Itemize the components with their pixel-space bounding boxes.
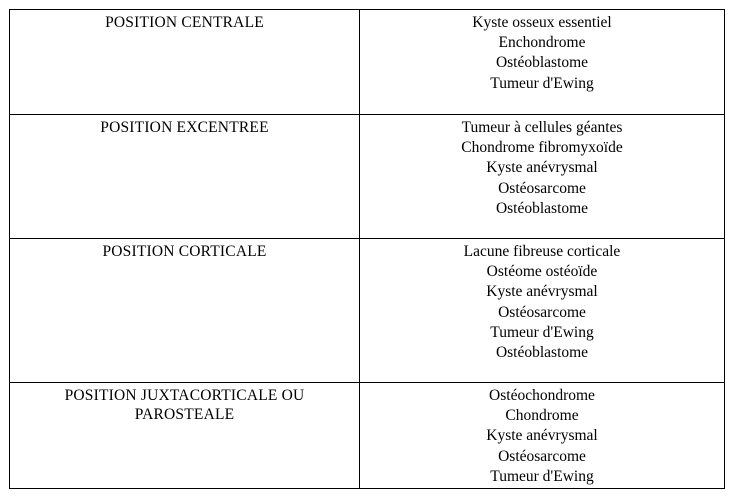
tumor-list-cell xyxy=(360,115,724,238)
tumor-item: Tumeur d'Ewing xyxy=(490,323,594,341)
tumor-item: Tumeur à cellules géantes xyxy=(461,119,623,136)
tumor-item: Tumeur d'Ewing xyxy=(490,467,594,485)
tumor-item: Tumeur d'Ewing xyxy=(490,74,594,92)
tumor-item: Ostéochondrome xyxy=(489,387,595,404)
position-label: PAROSTEALE xyxy=(134,406,235,423)
tumor-item: Ostéosarcome xyxy=(498,447,586,465)
tumor-item: Ostéoblastome xyxy=(495,54,589,72)
tumor-item: Kyste anévrysmal xyxy=(486,283,598,301)
tumor-item: Ostéosarcome xyxy=(498,179,586,197)
tumor-item: Ostéome ostéoïde xyxy=(486,263,598,281)
position-cell xyxy=(10,383,360,488)
tumor-item: Ostéosarcome xyxy=(498,303,586,321)
tumor-item: Chondrome xyxy=(505,407,579,425)
tumor-item: Kyste anévrysmal xyxy=(486,427,598,445)
table-row xyxy=(10,115,724,239)
tumor-item: Kyste osseux essentiel xyxy=(472,14,612,31)
table-row xyxy=(10,10,724,115)
tumor-position-table xyxy=(9,9,725,489)
position-label: POSITION CENTRALE xyxy=(105,14,264,31)
position-cell xyxy=(10,239,360,382)
position-label: POSITION EXCENTREE xyxy=(100,119,269,136)
tumor-item: Kyste anévrysmal xyxy=(486,159,598,177)
tumor-list-cell xyxy=(360,10,724,114)
tumor-item: Ostéoblastome xyxy=(495,199,589,217)
table-row xyxy=(10,239,724,383)
tumor-item: Ostéoblastome xyxy=(495,344,589,362)
table-row xyxy=(10,383,724,488)
position-cell xyxy=(10,115,360,238)
tumor-item: Lacune fibreuse corticale xyxy=(463,243,621,260)
tumor-list-cell xyxy=(360,383,724,488)
position-label: POSITION CORTICALE xyxy=(102,243,267,260)
position-cell xyxy=(10,10,360,114)
tumor-list-cell xyxy=(360,239,724,382)
position-label: POSITION JUXTACORTICALE OU xyxy=(64,387,305,404)
tumor-item: Chondrome fibromyxoïde xyxy=(461,139,623,157)
tumor-item: Enchondrome xyxy=(498,34,586,52)
